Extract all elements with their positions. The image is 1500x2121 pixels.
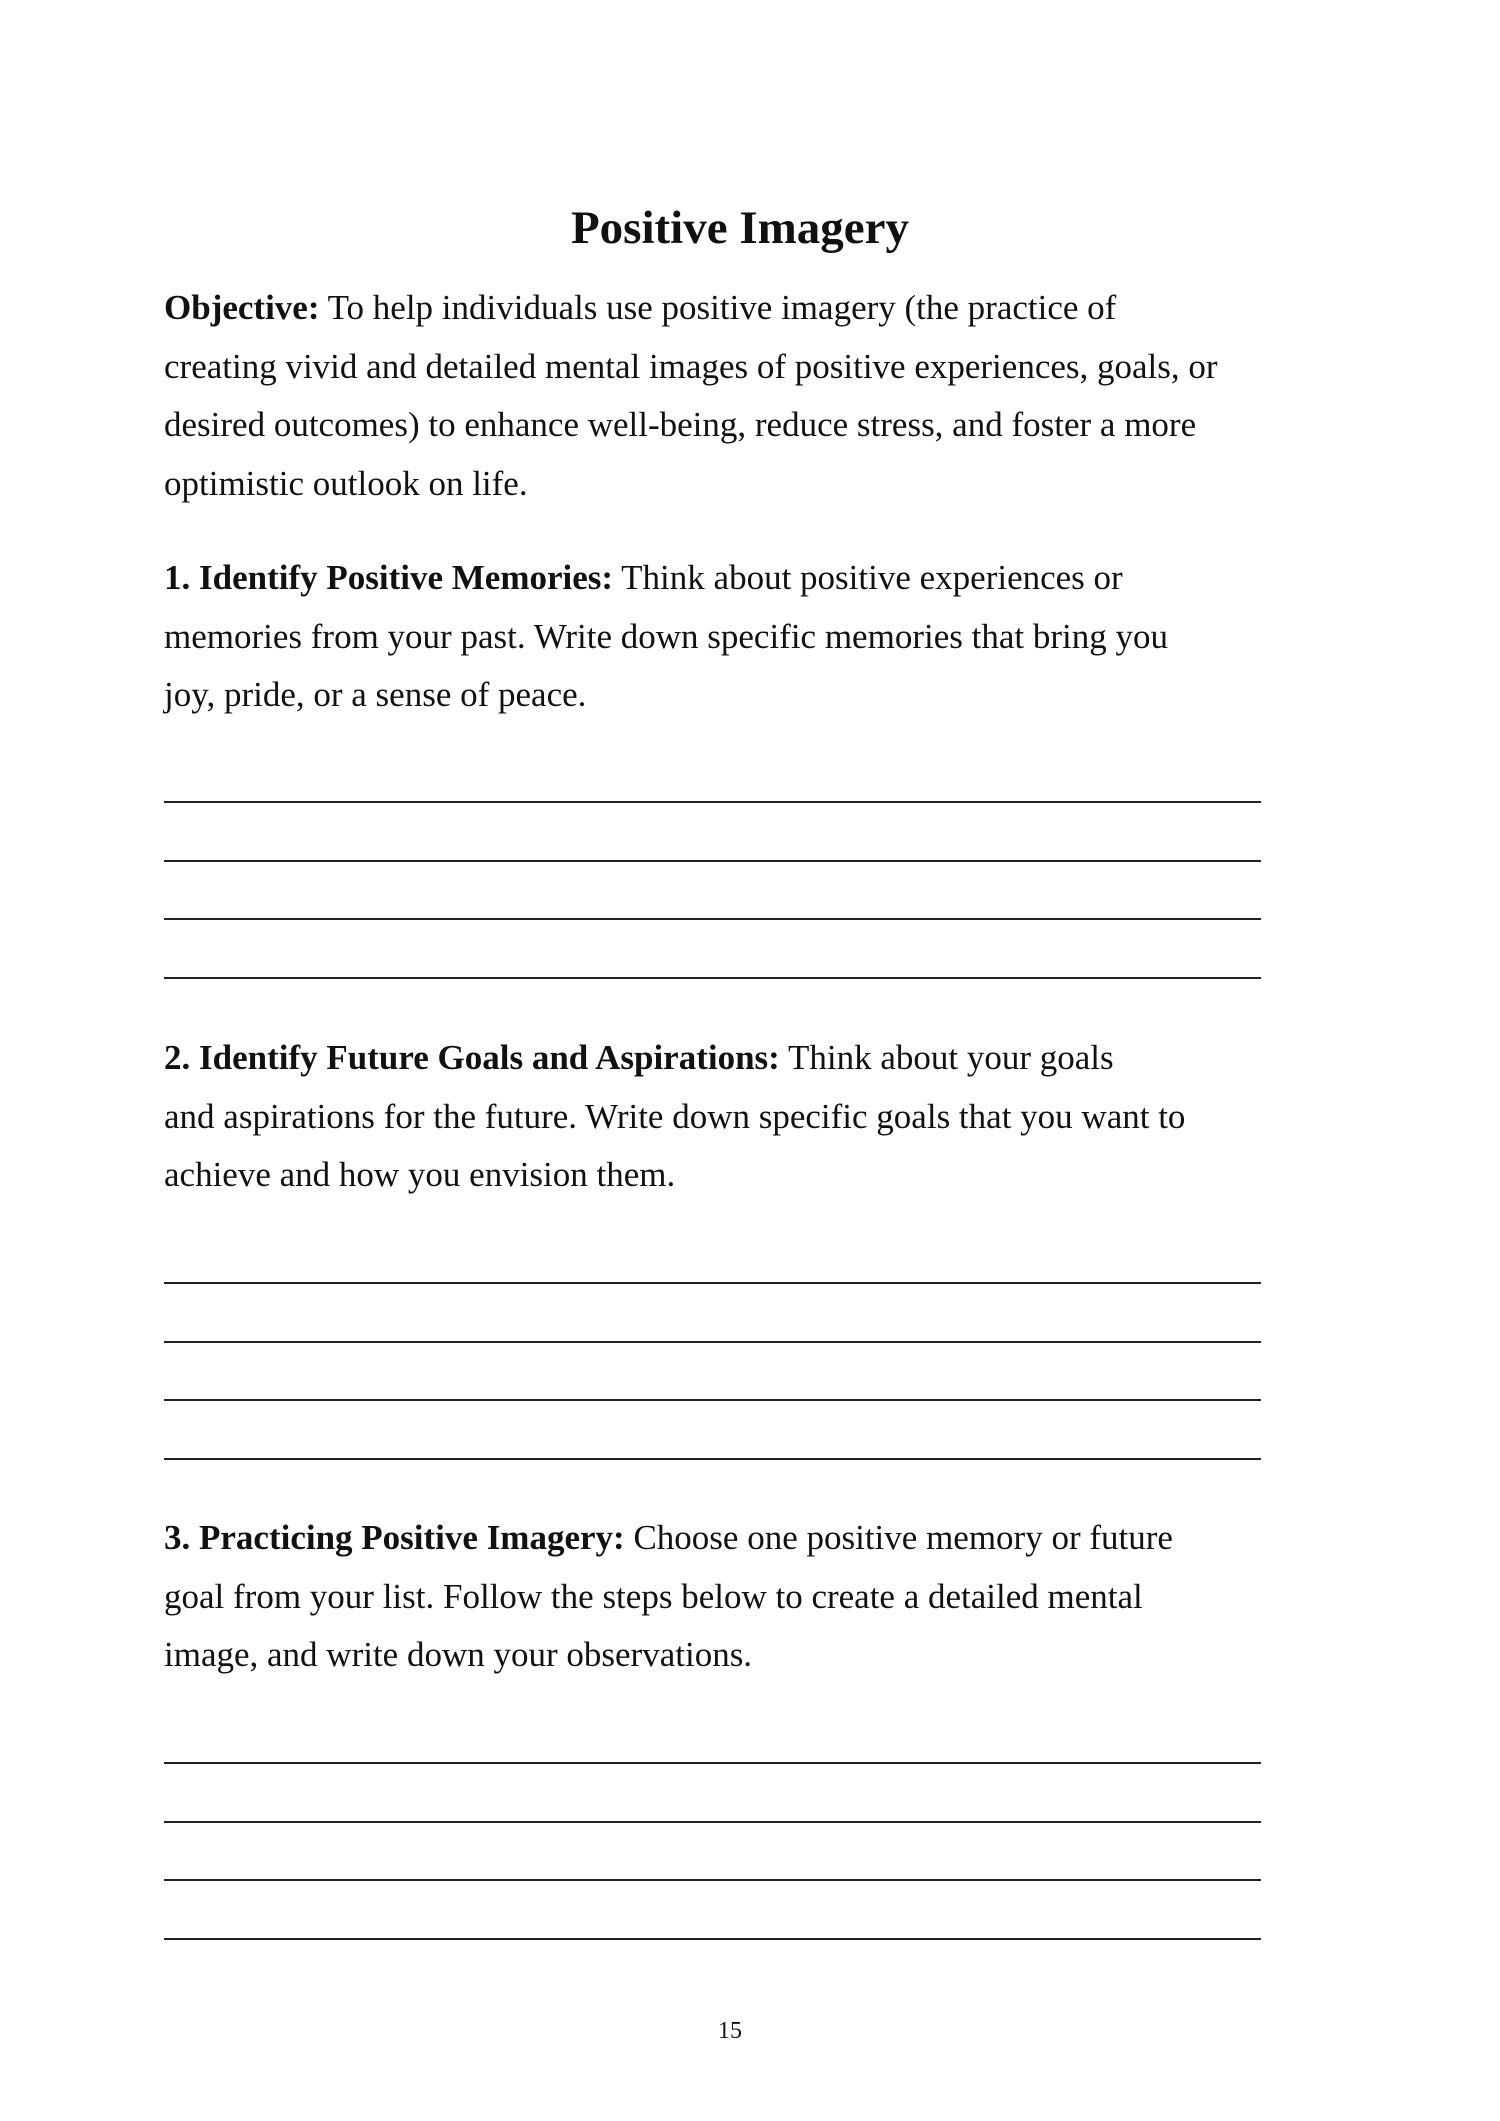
section-2-text: Think about your goals — [779, 1038, 1114, 1077]
objective-line-2: creating vivid and detailed mental images of positive experiences, goals, or — [164, 346, 1218, 386]
section-3-heading: 3. Practicing Positive Imagery: — [164, 1518, 625, 1557]
section-1-text: Think about positive experiences or — [613, 558, 1123, 597]
section-2-prompt — [164, 1029, 1304, 1205]
objective-label: Objective: — [164, 288, 320, 327]
writing-line[interactable] — [164, 1399, 1261, 1401]
section-3-prompt — [164, 1509, 1304, 1685]
section-1-line-1 — [164, 549, 1304, 608]
objective-line-3: desired outcomes) to enhance well-being, reduce stress, and foster a more — [164, 405, 1197, 445]
writing-line[interactable] — [164, 918, 1261, 920]
section-3-line-3: image, and write down your observations. — [164, 1635, 753, 1675]
section-2-line-3: achieve and how you envision them. — [164, 1155, 676, 1195]
writing-line[interactable] — [164, 1762, 1261, 1764]
section-1-line-2: memories from your past. Write down specific memories that bring you — [164, 616, 1168, 656]
writing-line[interactable] — [164, 1341, 1261, 1343]
section-1-line-3: joy, pride, or a sense of peace. — [164, 675, 587, 715]
writing-line[interactable] — [164, 977, 1261, 979]
section-1-heading: 1. Identify Positive Memories: — [164, 558, 614, 597]
section-1-prompt — [164, 549, 1304, 725]
objective-text: To help individuals use positive imagery (the practice of — [319, 288, 1117, 327]
section-2-heading: 2. Identify Future Goals and Aspirations: — [164, 1038, 780, 1077]
section-3-line-2: goal from your list. Follow the steps below to create a detailed mental — [164, 1576, 1143, 1616]
writing-line[interactable] — [164, 1879, 1261, 1881]
page-number: 15 — [718, 2018, 742, 2044]
objective-paragraph — [164, 279, 1304, 513]
objective-line-1 — [164, 279, 1304, 338]
writing-line[interactable] — [164, 1282, 1261, 1284]
writing-line[interactable] — [164, 1458, 1261, 1460]
writing-line[interactable] — [164, 801, 1261, 803]
writing-line[interactable] — [164, 860, 1261, 862]
objective-line-4: optimistic outlook on life. — [164, 463, 528, 503]
section-3-line-1 — [164, 1509, 1304, 1568]
writing-line[interactable] — [164, 1938, 1261, 1940]
page-title: Positive Imagery — [570, 202, 910, 254]
writing-line[interactable] — [164, 1821, 1261, 1823]
section-3-text: Choose one positive memory or future — [624, 1518, 1173, 1557]
section-2-line-2: and aspirations for the future. Write down specific goals that you want to — [164, 1096, 1186, 1136]
section-2-line-1 — [164, 1029, 1304, 1088]
